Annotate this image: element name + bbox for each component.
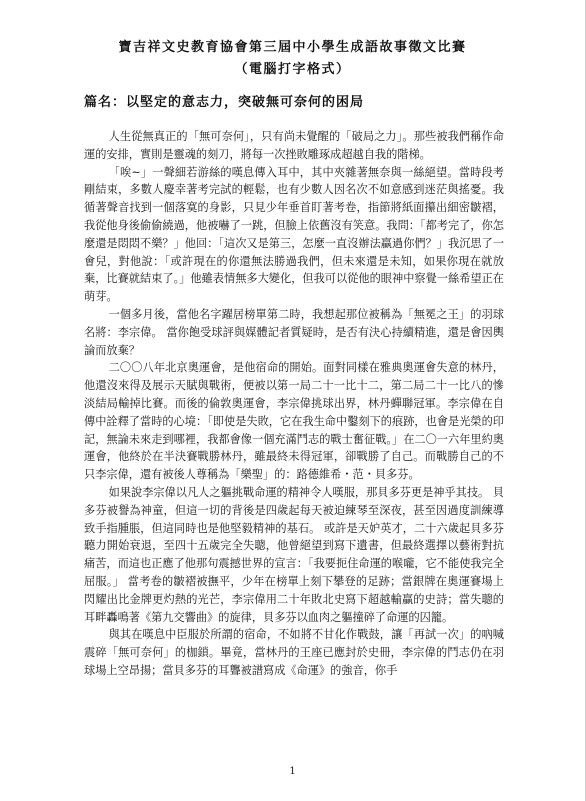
essay-body xyxy=(84,128,504,680)
contest-title: 寶吉祥文史教育協會第三屆中小學生成語故事徵文比賽 xyxy=(118,40,467,55)
page-number: 1 xyxy=(289,766,296,777)
format-note: （電腦打字格式） xyxy=(234,62,351,77)
paragraph: 一個多月後，當他名字躍居榜單第二時，我想起那位被稱為「無冕之王」的羽球名將：李宗偉。 當你飽受球評與媒體記者質疑時，是否有決心持續精進，還是會因輿論而放棄？ xyxy=(84,307,504,357)
paragraph: 二〇〇八年北京奧運會，是他宿命的開始。面對同樣在雅典奧運會失意的林丹，他還沒來得及展示天賦與戰術，便被以第一局二十一比十二，第二局二十一比八的慘淡結局輸掉比賽。而後的倫敦奧運會，李宗偉挑球出界，林丹蟬聯冠軍。李宗偉在自傳中詮釋了當時的心境：「即使是失敗，它在我生命中鑿刻下的痕跡，也會是光榮的印記，無論未來走到哪裡，我都會像一個充滿鬥志的戰士奮征戰。」在二〇一六年里約奧運會，他終於在半決賽戰勝林丹，雖最終未得冠軍，卻戰勝了自己。而戰勝自己的不只李宗偉，還有被後人尊稱為「樂聖」的：路德維希・范・貝多芬。 xyxy=(84,361,504,482)
paragraph: 「唉~」一聲細若游絲的嘆息傳入耳中，其中夾雜著無奈與一絲絕望。當時段考剛結束，多數人慶幸著考完試的輕鬆，也有少數人因名次不如意感到迷茫與搖憂。我循著聲音找到一個落寞的身影，只見少年垂首盯著考卷，指節將紙面攥出細密皺褶，我從他身後偷偷繞過，他被嚇了一跳，但臉上依舊沒有笑意。我問：「都考完了，你怎麼還是悶悶不樂？」他回：「這次又是第三，怎麼一直沒辦法贏過你們？」我沉思了一會兒，對他說：「或許現在的你還無法勝過我們，但未來還是未知，如果你現在就放棄，比賽就結束了。」他雖表情無多大變化，但我可以從他的眼神中察覺一絲希望正在萌芽。 xyxy=(84,165,504,304)
paragraph: 與其在嘆息中臣服於所謂的宿命，不如將不甘化作戰鼓，讓「再試一次」的吶喊震碎「無可奈何」的枷鎖。畢竟，當林丹的王座已應封於史冊，李宗偉的鬥志仍在羽球場上空昂揚；當貝多芬的耳聾被譜寫成《命運》的強音，你手 xyxy=(84,628,504,677)
paragraph: 人生從無真正的「無可奈何」，只有尚未覺醒的「破局之力」。那些被我們稱作命運的安排，實則是靈魂的刻刀，將每一次挫敗雕琢成超越自我的階梯。 xyxy=(84,130,504,161)
paragraph: 如果說李宗偉以凡人之軀挑戰命運的精神令人嘆服，那貝多芬更是神乎其技。 貝多芬被譽為神童，但這一切的背後是四歲起每天被迫練琴至深夜，甚至因過度訓練導致手指腫脹，但這同時也是他堅毅精神的基石。 或許是天妒英才，二十六歲起貝多芬聽力開始衰退，至四十五歲完全失聰，他曾絕望到寫下遺書，但最終選擇以藝術對抗痛苦，而這也正應了他那句震撼世界的宣言：「我要扼住命運的喉嚨，它不能使我完全屈服。」 當考卷的皺褶被撫平，少年在榜單上刻下攀登的足跡；當銀牌在奧運賽場上閃耀出比金牌更灼熱的光芒，李宗偉用二十年敗北史寫下超越輸贏的史詩；當失聰的耳畔轟鳴著《第九交響曲》的旋律，貝多芬以血肉之軀撞碎了命運的囚籠。 xyxy=(84,485,504,624)
document-header xyxy=(0,38,585,80)
essay-title: 篇名：以堅定的意志力，突破無可奈何的困局 xyxy=(84,95,365,110)
